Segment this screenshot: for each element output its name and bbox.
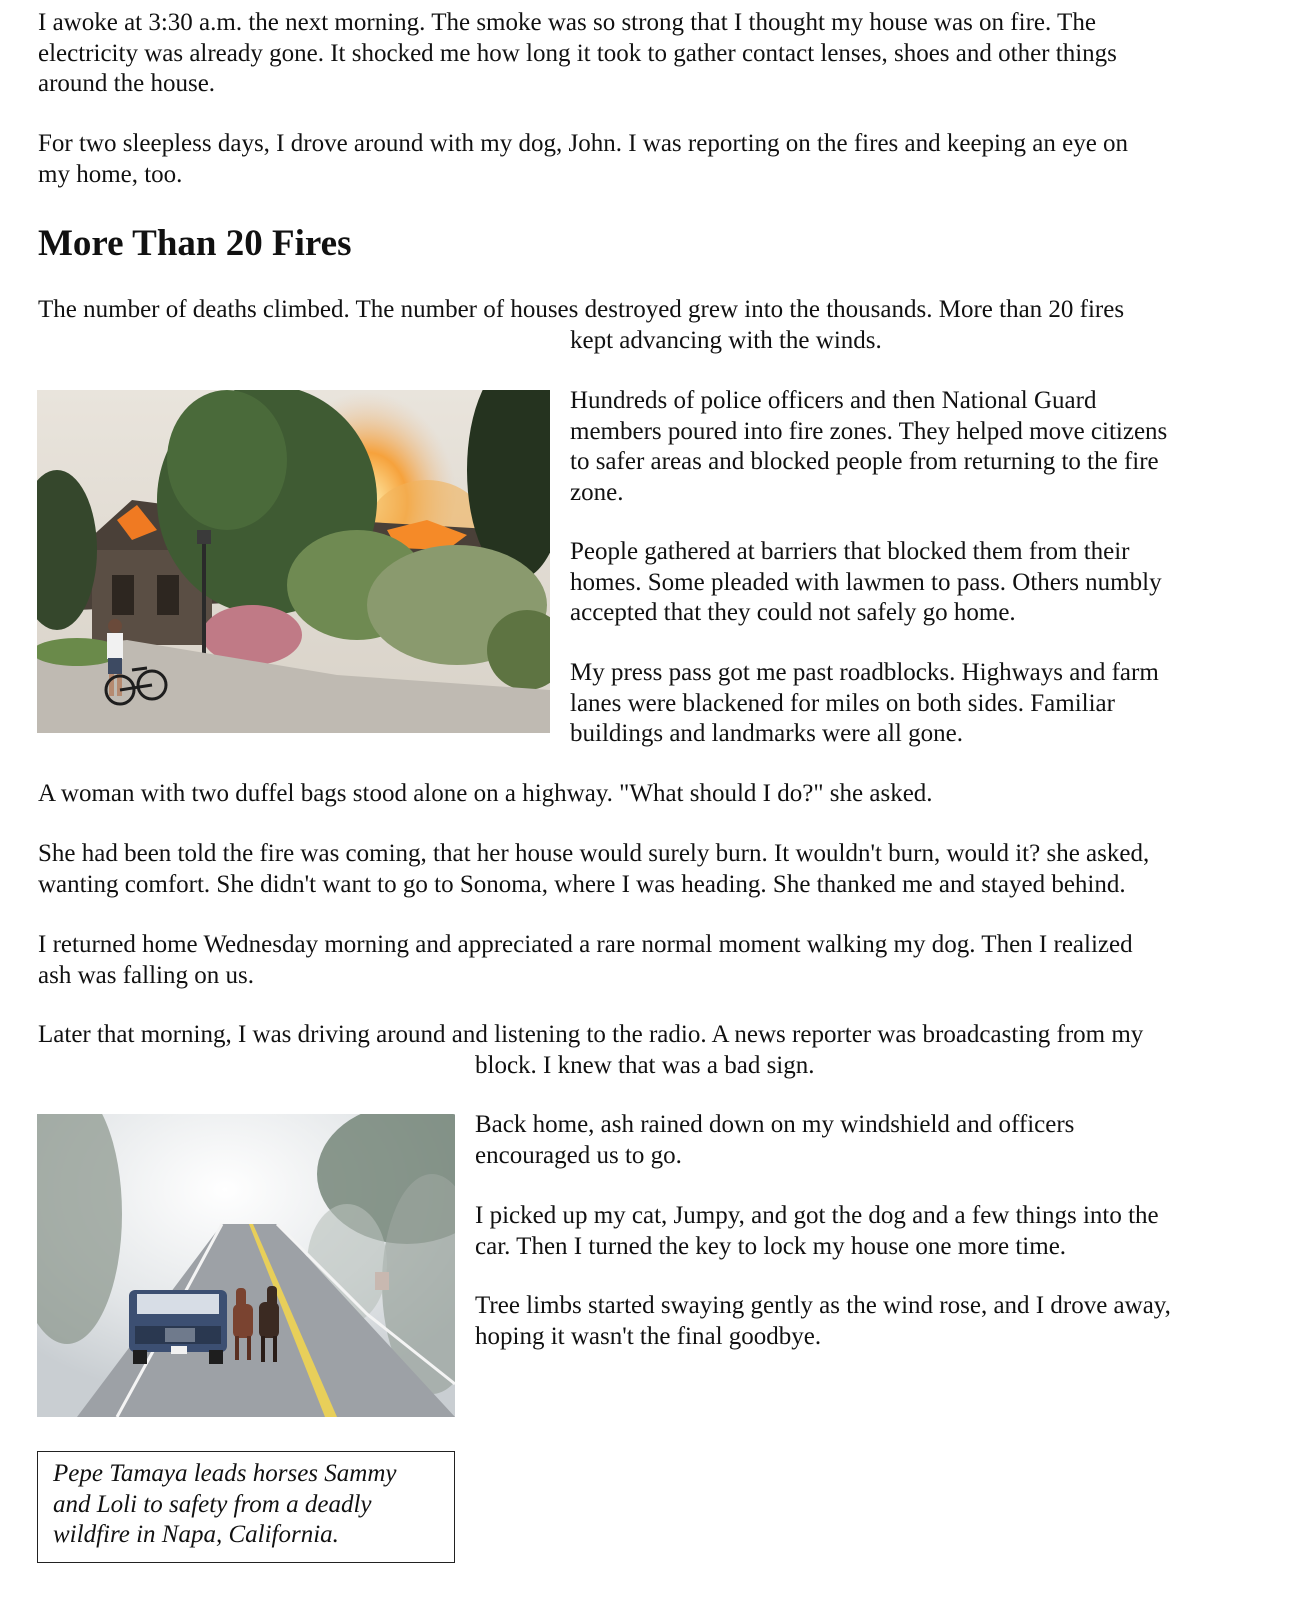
photo-caption-box: Pepe Tamaya leads horses Sammy and Loli to safety from a deadly wildfire in Napa, California.	[37, 1451, 455, 1563]
section-heading: More Than 20 Fires	[38, 223, 352, 264]
paragraph-duffel-bags: A woman with two duffel bags stood alone on a highway. "What should I do?" she asked.	[38, 780, 933, 807]
paragraph-press-pass: My press pass got me past roadblocks. Highways and farm lanes were blackened for miles on both sides. Familiar buildings and landmarks were all gone.	[570, 659, 1159, 747]
horses-road-photo	[37, 1114, 455, 1417]
paragraph-returned-home: I returned home Wednesday morning and appreciated a rare normal moment walking my dog. Then I realized ash was falling on us.	[38, 931, 1133, 989]
paragraph-radio: Later that morning, I was driving around and listening to the radio. A news reporter was broadcasting from my block. I knew that was a bad sign.	[38, 1021, 1144, 1079]
burning-house-photo	[37, 390, 550, 733]
paragraph-back-home: Back home, ash rained down on my windshield and officers encouraged us to go.	[475, 1111, 1075, 1169]
paragraph-barriers: People gathered at barriers that blocked them from their homes. Some pleaded with lawmen to pass. Others numbly accepted that they could not safely go home.	[570, 538, 1162, 626]
paragraph-police-officers: Hundreds of police officers and then National Guard members poured into fire zones. They helped move citizens to safer areas and blocked people from returning to the fire zone.	[570, 387, 1168, 506]
paragraph-deaths-climbed: The number of deaths climbed. The number of houses destroyed grew into the thousands. More than 20 fires kept advancing with the winds.	[38, 296, 1125, 354]
paragraph-cat-jumpy: I picked up my cat, Jumpy, and got the dog and a few things into the car. Then I turned the key to lock my house one more time.	[475, 1202, 1159, 1260]
horses-road-illustration	[37, 1114, 455, 1417]
paragraph-awoke: I awoke at 3:30 a.m. the next morning. The smoke was so strong that I thought my house was on fire. The electricity was already gone. It shocked me how long it took to gather contact lenses, shoes and other things around the house.	[38, 9, 1117, 97]
burning-house-illustration	[37, 390, 550, 733]
paragraph-sleepless-days: For two sleepless days, I drove around with my dog, John. I was reporting on the fires and keeping an eye on my home, too.	[38, 130, 1129, 188]
paragraph-final-goodbye: Tree limbs started swaying gently as the wind rose, and I drove away, hoping it wasn't the final goodbye.	[475, 1292, 1171, 1350]
paragraph-fire-coming: She had been told the fire was coming, that her house would surely burn. It wouldn't burn, would it? she asked, wanting comfort. She didn't want to go to Sonoma, where I was heading. She thanked me and stayed behind.	[38, 840, 1150, 898]
